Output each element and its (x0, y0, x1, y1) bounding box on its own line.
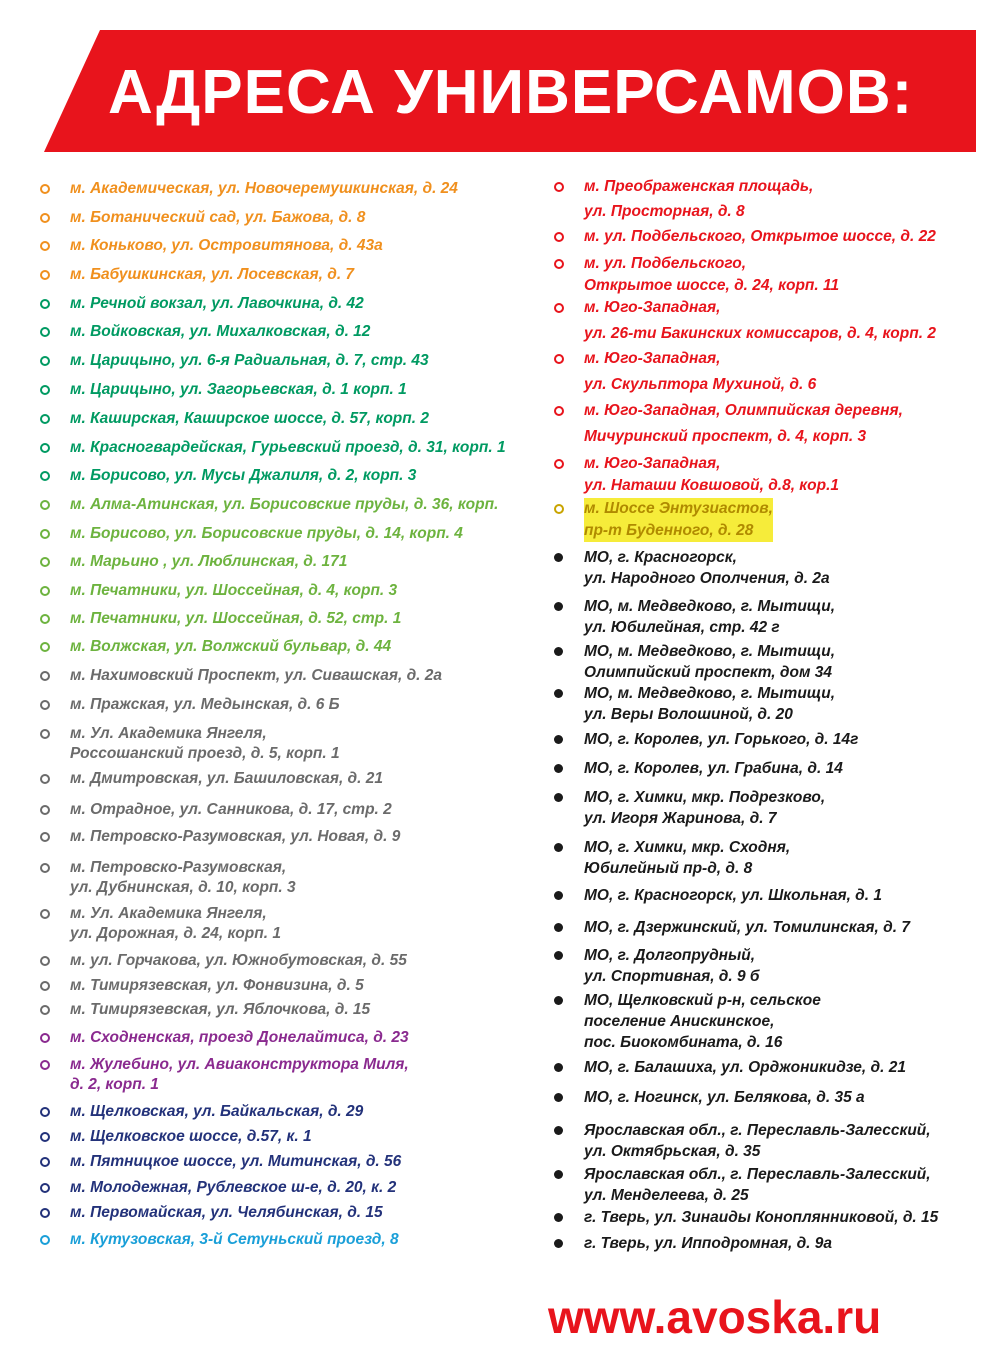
address-line: м. Дмитровская, ул. Башиловская, д. 21 (70, 770, 383, 787)
address-line: ул. Народного Ополчения, д. 2а (584, 570, 830, 587)
address-line: МО, г. Дзержинский, ул. Томилинская, д. 7 (584, 919, 910, 936)
bullet-circle-icon (40, 529, 50, 539)
bullet-circle-icon (554, 232, 564, 242)
address-line: МО, г. Химки, мкр. Сходня, (584, 839, 791, 856)
address-line: г. Тверь, ул. Ипподромная, д. 9а (584, 1235, 833, 1252)
address-line: м. Юго-Западная, (584, 350, 721, 367)
bullet-circle-icon (40, 981, 50, 991)
address-line: ул. Юбилейная, стр. 42 г (584, 619, 780, 636)
address-line: м. Речной вокзал, ул. Лавочкина, д. 42 (70, 295, 364, 312)
bullet-circle-icon (40, 614, 50, 624)
bullet-circle-icon (554, 689, 563, 698)
address-line: ул. Дорожная, д. 24, корп. 1 (70, 925, 281, 942)
bullet-circle-icon (554, 1063, 563, 1072)
bullet-circle-icon (40, 1183, 50, 1193)
bullet-circle-icon (40, 327, 50, 337)
bullet-circle-icon (40, 1060, 50, 1070)
address-line: поселение Анискинское, (584, 1013, 775, 1030)
bullet-circle-icon (40, 270, 50, 280)
bullet-circle-icon (40, 671, 50, 681)
address-line: м. Ботанический сад, ул. Бажова, д. 8 (70, 209, 366, 226)
address-line: м. Первомайская, ул. Челябинская, д. 15 (70, 1204, 383, 1221)
bullet-circle-icon (554, 602, 563, 611)
address-line: МО, г. Красногорск, ул. Школьная, д. 1 (584, 887, 882, 904)
address-line: м. Царицыно, ул. 6-я Радиальная, д. 7, стр. 43 (70, 352, 429, 369)
bullet-circle-icon (554, 182, 564, 192)
bullet-circle-icon (554, 923, 563, 932)
bullet-circle-icon (40, 213, 50, 223)
address-line: ул. Наташи Ковшовой, д.8, кор.1 (584, 477, 840, 494)
bullet-circle-icon (554, 951, 563, 960)
address-line: ул. 26-ти Бакинских комиссаров, д. 4, корп. 2 (584, 325, 936, 342)
page-title: АДРЕСА УНИВЕРСАМОВ: (108, 58, 914, 127)
bullet-circle-icon (40, 700, 50, 710)
address-line: г. Тверь, ул. Зинаиды Коноплянниковой, д. 15 (584, 1209, 939, 1226)
address-line: МО, г. Королев, ул. Горького, д. 14г (584, 731, 859, 748)
address-line: Ярославская обл., г. Переславль-Залесский, (584, 1122, 931, 1139)
bullet-circle-icon (554, 459, 564, 469)
address-line: м. Борисово, ул. Борисовские пруды, д. 14, корп. 4 (70, 525, 463, 542)
bullet-circle-icon (40, 414, 50, 424)
bullet-circle-icon (554, 735, 563, 744)
address-line: м. Борисово, ул. Мусы Джалиля, д. 2, корп. 3 (70, 467, 417, 484)
address-line: МО, г. Долгопрудный, (584, 947, 756, 964)
bullet-circle-icon (40, 729, 50, 739)
address-line: МО, м. Медведково, г. Мытищи, (584, 643, 836, 660)
left-address-list (40, 0, 540, 1354)
address-line: м. Жулебино, ул. Авиаконструктора Миля, (70, 1056, 409, 1073)
bullet-circle-icon (554, 647, 563, 656)
bullet-circle-icon (40, 184, 50, 194)
address-line: ул. Скульптора Мухиной, д. 6 (584, 376, 817, 393)
address-line: м. Щелковское шоссе, д.57, к. 1 (70, 1128, 312, 1145)
bullet-circle-icon (40, 1107, 50, 1117)
address-line: м. Нахимовский Проспект, ул. Сивашская, д. 2а (70, 667, 443, 684)
bullet-circle-icon (554, 1093, 563, 1102)
address-line: м. Ул. Академика Янгеля, (70, 725, 267, 742)
address-line: МО, м. Медведково, г. Мытищи, (584, 598, 836, 615)
address-line: м. ул. Подбельского, (584, 255, 747, 272)
address-line: м. Коньково, ул. Островитянова, д. 43а (70, 237, 383, 254)
bullet-circle-icon (554, 1213, 563, 1222)
address-line: МО, г. Химки, мкр. Подрезково, (584, 789, 826, 806)
bullet-circle-icon (40, 500, 50, 510)
bullet-circle-icon (40, 1235, 50, 1245)
address-line: м. Преображенская площадь, (584, 178, 814, 195)
address-line: МО, м. Медведково, г. Мытищи, (584, 685, 836, 702)
address-line: ул. Веры Волошиной, д. 20 (584, 706, 793, 723)
address-line: МО, г. Красногорск, (584, 549, 737, 566)
address-line: м. Отрадное, ул. Санникова, д. 17, стр. 2 (70, 801, 392, 818)
address-line: Юбилейный пр-д, д. 8 (584, 860, 753, 877)
address-line: м. Петровско-Разумовская, (70, 859, 287, 876)
bullet-circle-icon (40, 471, 50, 481)
address-line: м. Войковская, ул. Михалковская, д. 12 (70, 323, 371, 340)
address-line: МО, Щелковский р-н, сельское (584, 992, 821, 1009)
bullet-circle-icon (40, 805, 50, 815)
bullet-circle-icon (554, 354, 564, 364)
bullet-circle-icon (554, 793, 563, 802)
bullet-circle-icon (40, 1005, 50, 1015)
bullet-circle-icon (40, 909, 50, 919)
bullet-circle-icon (40, 1033, 50, 1043)
bullet-circle-icon (554, 843, 563, 852)
address-line: м. Щелковская, ул. Байкальская, д. 29 (70, 1103, 364, 1120)
address-line: м. Академическая, ул. Новочеремушкинская, д. 24 (70, 180, 458, 197)
address-line: м. Молодежная, Рублевское ш-е, д. 20, к. 2 (70, 1179, 397, 1196)
bullet-circle-icon (554, 764, 563, 773)
address-line: ул. Игоря Жаринова, д. 7 (584, 810, 777, 827)
right-address-list (554, 0, 1000, 1354)
bullet-circle-icon (554, 996, 563, 1005)
bullet-circle-icon (554, 1239, 563, 1248)
address-line: м. Сходненская, проезд Донелайтиса, д. 23 (70, 1029, 409, 1046)
bullet-circle-icon (40, 956, 50, 966)
address-line: м. Юго-Западная, (584, 455, 721, 472)
address-line: МО, г. Балашиха, ул. Орджоникидзе, д. 21 (584, 1059, 906, 1076)
address-line: м. Царицыно, ул. Загорьевская, д. 1 корп. 1 (70, 381, 407, 398)
bullet-circle-icon (554, 303, 564, 313)
address-line: ул. Спортивная, д. 9 б (584, 968, 760, 985)
bullet-circle-icon (40, 299, 50, 309)
bullet-circle-icon (40, 863, 50, 873)
bullet-circle-icon (40, 557, 50, 567)
bullet-circle-icon (40, 241, 50, 251)
bullet-circle-icon (40, 832, 50, 842)
address-line: Россошанский проезд, д. 5, корп. 1 (70, 745, 340, 762)
address-line: МО, г. Королев, ул. Грабина, д. 14 (584, 760, 843, 777)
address-line: м. Печатники, ул. Шоссейная, д. 52, стр. 1 (70, 610, 402, 627)
address-line: м. Красногвардейская, Гурьевский проезд, д. 31, корп. 1 (70, 439, 506, 456)
address-line: ул. Октябрьская, д. 35 (584, 1143, 761, 1160)
address-line: д. 2, корп. 1 (70, 1076, 159, 1093)
bullet-circle-icon (40, 385, 50, 395)
address-line: м. Юго-Западная, (584, 299, 721, 316)
address-line: м. Алма-Атинская, ул. Борисовские пруды, д. 36, корп. (70, 496, 499, 513)
bullet-circle-icon (554, 1170, 563, 1179)
address-line: м. Марьино , ул. Люблинская, д. 171 (70, 553, 348, 570)
address-line: ул. Просторная, д. 8 (584, 203, 745, 220)
bullet-circle-icon (40, 356, 50, 366)
address-line: м. Каширская, Каширское шоссе, д. 57, корп. 2 (70, 410, 429, 427)
bullet-circle-icon (40, 1132, 50, 1142)
address-line: м. Пятницкое шоссе, ул. Митинская, д. 56 (70, 1153, 402, 1170)
bullet-circle-icon (40, 586, 50, 596)
bullet-circle-icon (40, 1208, 50, 1218)
address-line: м. Петровско-Разумовская, ул. Новая, д. 9 (70, 828, 401, 845)
address-line: Олимпийский проспект, дом 34 (584, 664, 832, 681)
address-line: м. Пражская, ул. Медынская, д. 6 Б (70, 696, 340, 713)
address-line: пос. Биокомбината, д. 16 (584, 1034, 783, 1051)
website-url[interactable]: www.avoska.ru (548, 1291, 882, 1343)
address-line: м. ул. Подбельского, Открытое шоссе, д. 22 (584, 228, 936, 245)
address-line: Мичуринский проспект, д. 4, корп. 3 (584, 428, 867, 445)
address-line: м. Шоссе Энтузиастов, (584, 498, 773, 520)
bullet-circle-icon (40, 774, 50, 784)
address-line: пр-т Буденного, д. 28 (584, 520, 773, 542)
address-line: м. Тимирязевская, ул. Фонвизина, д. 5 (70, 977, 364, 994)
address-line: м. Ул. Академика Янгеля, (70, 905, 267, 922)
bullet-circle-icon (40, 1157, 50, 1167)
address-line: м. Юго-Западная, Олимпийская деревня, (584, 402, 903, 419)
address-line: МО, г. Ногинск, ул. Белякова, д. 35 а (584, 1089, 865, 1106)
address-line: м. ул. Горчакова, ул. Южнобутовская, д. 55 (70, 952, 407, 969)
address-line: м. Тимирязевская, ул. Яблочкова, д. 15 (70, 1001, 371, 1018)
bullet-circle-icon (40, 443, 50, 453)
address-line: ул. Дубнинская, д. 10, корп. 3 (70, 879, 296, 896)
bullet-circle-icon (554, 406, 564, 416)
address-line: Открытое шоссе, д. 24, корп. 11 (584, 277, 840, 294)
address-line: Ярославская обл., г. Переславль-Залесский, (584, 1166, 931, 1183)
bullet-circle-icon (40, 642, 50, 652)
bullet-circle-icon (554, 891, 563, 900)
bullet-circle-icon (554, 553, 563, 562)
address-line: м. Волжская, ул. Волжский бульвар, д. 44 (70, 638, 392, 655)
bullet-circle-icon (554, 259, 564, 269)
bullet-circle-icon (554, 1126, 563, 1135)
address-line: ул. Менделеева, д. 25 (584, 1187, 749, 1204)
address-line: м. Печатники, ул. Шоссейная, д. 4, корп. 3 (70, 582, 398, 599)
bullet-circle-icon (554, 504, 564, 514)
address-line: м. Кутузовская, 3-й Сетуньский проезд, 8 (70, 1231, 399, 1248)
address-line: м. Бабушкинская, ул. Лосевская, д. 7 (70, 266, 355, 283)
